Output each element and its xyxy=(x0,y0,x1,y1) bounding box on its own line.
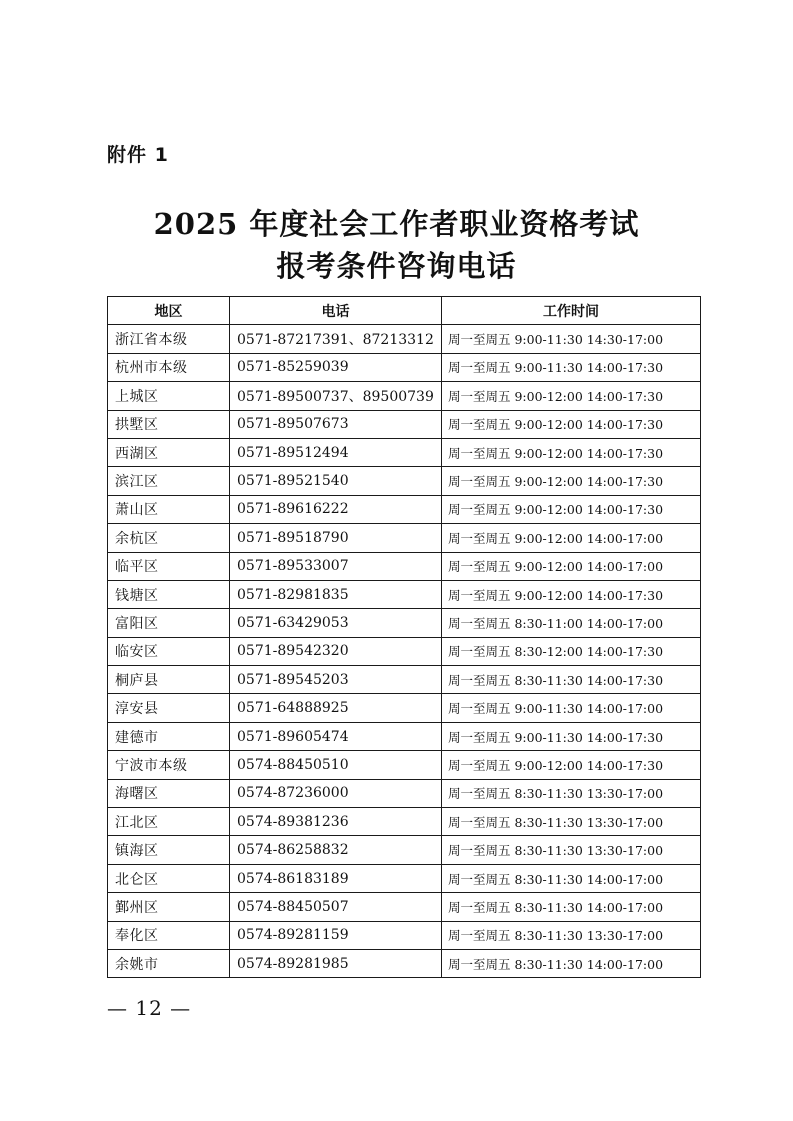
table-row xyxy=(108,694,701,722)
phone-cell: 0571-89500737、89500739 xyxy=(230,382,442,410)
region-cell: 杭州市本级 xyxy=(108,353,230,381)
phone-cell: 0571-89518790 xyxy=(230,524,442,552)
document-title-line-1: 2025 年度社会工作者职业资格考试 xyxy=(153,207,640,241)
table-row xyxy=(108,467,701,495)
hours-cell: 周一至周五 9:00-12:00 14:00-17:30 xyxy=(442,580,701,608)
phone-cell: 0571-89507673 xyxy=(230,410,442,438)
hours-cell: 周一至周五 9:00-12:00 14:00-17:30 xyxy=(442,467,701,495)
phone-cell: 0571-63429053 xyxy=(230,609,442,637)
region-cell: 浙江省本级 xyxy=(108,325,230,353)
phone-cell: 0571-82981835 xyxy=(230,580,442,608)
table-row xyxy=(108,325,701,353)
region-cell: 北仑区 xyxy=(108,864,230,892)
region-cell: 萧山区 xyxy=(108,495,230,523)
header-hours: 工作时间 xyxy=(442,297,701,325)
hours-cell: 周一至周五 8:30-11:30 14:00-17:30 xyxy=(442,666,701,694)
phone-cell: 0574-89381236 xyxy=(230,808,442,836)
table-row xyxy=(108,836,701,864)
table-row xyxy=(108,722,701,750)
phone-cell: 0574-86258832 xyxy=(230,836,442,864)
hours-cell: 周一至周五 9:00-11:30 14:00-17:30 xyxy=(442,722,701,750)
phone-cell: 0571-85259039 xyxy=(230,353,442,381)
hours-cell: 周一至周五 9:00-12:00 14:00-17:30 xyxy=(442,382,701,410)
region-cell: 上城区 xyxy=(108,382,230,410)
table-row xyxy=(108,751,701,779)
table-row xyxy=(108,921,701,949)
region-cell: 临安区 xyxy=(108,637,230,665)
phone-cell: 0571-89616222 xyxy=(230,495,442,523)
table-row xyxy=(108,382,701,410)
table-row xyxy=(108,779,701,807)
table-row xyxy=(108,949,701,977)
contact-table xyxy=(107,296,701,978)
phone-cell: 0571-89521540 xyxy=(230,467,442,495)
document-title-line-2: 报考条件咨询电话 xyxy=(276,249,517,283)
region-cell: 江北区 xyxy=(108,808,230,836)
phone-cell: 0571-89542320 xyxy=(230,637,442,665)
table-row xyxy=(108,864,701,892)
hours-cell: 周一至周五 9:00-11:30 14:00-17:00 xyxy=(442,694,701,722)
region-cell: 奉化区 xyxy=(108,921,230,949)
region-cell: 余姚市 xyxy=(108,949,230,977)
region-cell: 建德市 xyxy=(108,722,230,750)
phone-cell: 0574-89281985 xyxy=(230,949,442,977)
header-region: 地区 xyxy=(108,297,230,325)
region-cell: 滨江区 xyxy=(108,467,230,495)
region-cell: 镇海区 xyxy=(108,836,230,864)
table-row xyxy=(108,666,701,694)
table-row xyxy=(108,438,701,466)
table-row xyxy=(108,893,701,921)
region-cell: 临平区 xyxy=(108,552,230,580)
header-phone: 电话 xyxy=(230,297,442,325)
hours-cell: 周一至周五 8:30-12:00 14:00-17:30 xyxy=(442,637,701,665)
hours-cell: 周一至周五 8:30-11:30 14:00-17:00 xyxy=(442,949,701,977)
table-row xyxy=(108,495,701,523)
hours-cell: 周一至周五 9:00-11:30 14:00-17:30 xyxy=(442,353,701,381)
phone-cell: 0574-88450507 xyxy=(230,893,442,921)
table-row xyxy=(108,524,701,552)
table-row xyxy=(108,609,701,637)
hours-cell: 周一至周五 9:00-12:00 14:00-17:00 xyxy=(442,524,701,552)
region-cell: 拱墅区 xyxy=(108,410,230,438)
hours-cell: 周一至周五 9:00-12:00 14:00-17:30 xyxy=(442,751,701,779)
table-row xyxy=(108,580,701,608)
table-body xyxy=(108,325,701,978)
table-row xyxy=(108,410,701,438)
region-cell: 钱塘区 xyxy=(108,580,230,608)
phone-cell: 0574-86183189 xyxy=(230,864,442,892)
phone-cell: 0571-64888925 xyxy=(230,694,442,722)
region-cell: 淳安县 xyxy=(108,694,230,722)
hours-cell: 周一至周五 8:30-11:30 14:00-17:00 xyxy=(442,893,701,921)
region-cell: 宁波市本级 xyxy=(108,751,230,779)
phone-cell: 0571-89533007 xyxy=(230,552,442,580)
hours-cell: 周一至周五 9:00-11:30 14:30-17:00 xyxy=(442,325,701,353)
region-cell: 富阳区 xyxy=(108,609,230,637)
hours-cell: 周一至周五 9:00-12:00 14:00-17:00 xyxy=(442,552,701,580)
hours-cell: 周一至周五 8:30-11:30 13:30-17:00 xyxy=(442,779,701,807)
region-cell: 西湖区 xyxy=(108,438,230,466)
table-row xyxy=(108,637,701,665)
table-row xyxy=(108,353,701,381)
hours-cell: 周一至周五 8:30-11:30 13:30-17:00 xyxy=(442,836,701,864)
phone-cell: 0574-89281159 xyxy=(230,921,442,949)
phone-cell: 0574-88450510 xyxy=(230,751,442,779)
region-cell: 海曙区 xyxy=(108,779,230,807)
page-number: — 12 — xyxy=(107,996,192,1020)
phone-cell: 0571-89512494 xyxy=(230,438,442,466)
phone-cell: 0574-87236000 xyxy=(230,779,442,807)
region-cell: 鄞州区 xyxy=(108,893,230,921)
phone-cell: 0571-89605474 xyxy=(230,722,442,750)
hours-cell: 周一至周五 9:00-12:00 14:00-17:30 xyxy=(442,495,701,523)
hours-cell: 周一至周五 8:30-11:00 14:00-17:00 xyxy=(442,609,701,637)
region-cell: 桐庐县 xyxy=(108,666,230,694)
hours-cell: 周一至周五 8:30-11:30 14:00-17:00 xyxy=(442,864,701,892)
table-row xyxy=(108,808,701,836)
hours-cell: 周一至周五 8:30-11:30 13:30-17:00 xyxy=(442,921,701,949)
hours-cell: 周一至周五 8:30-11:30 13:30-17:00 xyxy=(442,808,701,836)
hours-cell: 周一至周五 9:00-12:00 14:00-17:30 xyxy=(442,410,701,438)
table-header-row xyxy=(108,297,701,325)
phone-cell: 0571-89545203 xyxy=(230,666,442,694)
table-row xyxy=(108,552,701,580)
region-cell: 余杭区 xyxy=(108,524,230,552)
hours-cell: 周一至周五 9:00-12:00 14:00-17:30 xyxy=(442,438,701,466)
attachment-label: 附件 1 xyxy=(107,144,169,166)
phone-cell: 0571-87217391、87213312 xyxy=(230,325,442,353)
